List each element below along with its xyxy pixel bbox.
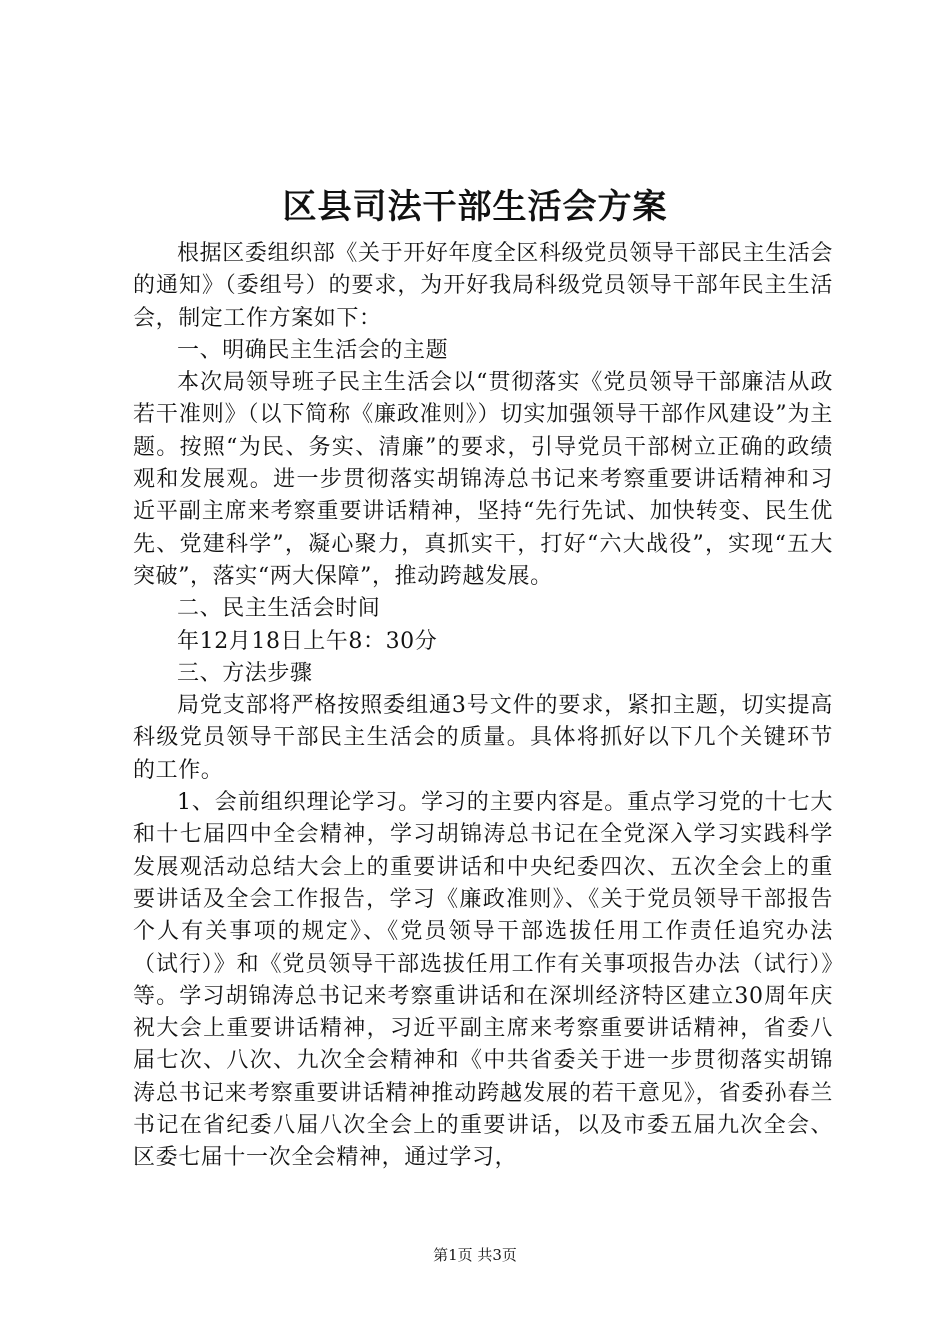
document-title: 区县司法干部生活会方案 <box>282 187 668 227</box>
paragraph-steps: 局党支部将严格按照委组通3号文件的要求，紧扣主题，切实提高科级党员领导干部民主生活会的质量。具体将抓好以下几个关键环节的工作。 <box>133 693 833 783</box>
section-heading-time: 二、民主生活会时间 <box>177 596 381 622</box>
section-heading-theme: 一、明确民主生活会的主题 <box>177 337 449 363</box>
paragraph-intro: 根据区委组织部《关于开好年度全区科级党员领导干部民主生活会的通知》（委组号）的要求，为开好我局科级党员领导干部年民主生活会，制定工作方案如下： <box>133 241 833 331</box>
paragraph-theme: 本次局领导班子民主生活会以“贯彻落实《党员领导干部廉洁从政若干准则》（以下简称《廉政准则》）切实加强领导干部作风建设”为主题。按照“为民、务实、清廉”的要求，引导党员干部树立正确的政绩观和发展观。进一步贯彻落实胡锦涛总书记来考察重要讲话精神和习近平副主席来考察重要讲话精神，坚持“先行先试、加快转变、民生优先、党建科学”，凝心聚力，真抓实干，打好“六大战役”，实现“五大突破”，落实“两大保障”，推动跨越发展。 <box>133 370 833 589</box>
document-body <box>133 238 833 1175</box>
paragraph-study: 1、会前组织理论学习。学习的主要内容是。重点学习党的十七大和十七届四中全会精神，学习胡锦涛总书记在全党深入学习实践科学发展观活动总结大会上的重要讲话和中央纪委四次、五次全会上的重要讲话及全会工作报告，学习《廉政准则》、《关于党员领导干部报告个人有关事项的规定》、《党员领导干部选拔任用工作责任追究办法（试行）》和《党员领导干部选拔任用工作有关事项报告办法（试行）》等。学习胡锦涛总书记来考察重讲话和在深圳经济特区建立30周年庆祝大会上重要讲话精神，习近平副主席来考察重要讲话精神，省委八届七次、八次、九次全会精神和《中共省委关于进一步贯彻落实胡锦涛总书记来考察重要讲话精神推动跨越发展的若干意见》，省委孙春兰书记在省纪委八届八次全会上的重要讲话，以及市委五届九次全会、区委七届十一次全会精神，通过学习， <box>133 790 833 1171</box>
paragraph-time: 年12月18日上午8：30分 <box>177 628 438 654</box>
page-footer: 第1页 共3页 <box>433 1246 517 1264</box>
section-heading-steps: 三、方法步骤 <box>177 660 313 686</box>
